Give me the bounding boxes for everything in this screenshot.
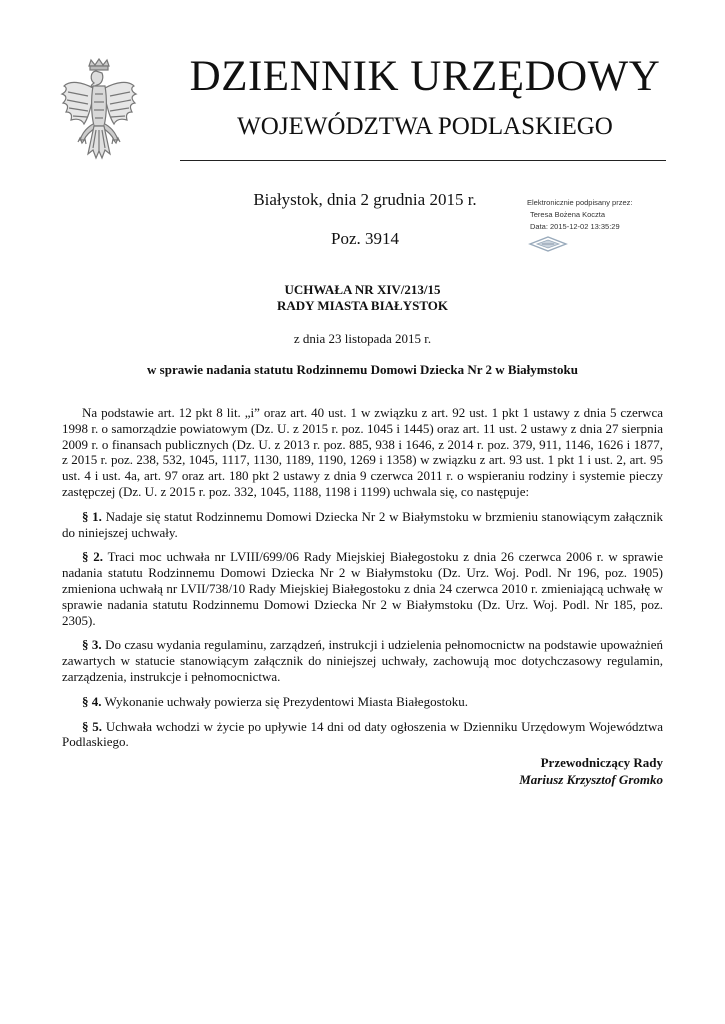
header-divider <box>180 160 666 161</box>
electronic-signature-stamp <box>527 197 677 233</box>
resolution-body: RADY MIASTA BIAŁYSTOK <box>277 298 448 313</box>
preamble-paragraph: Na podstawie art. 12 pkt 8 lit. „i” oraz art. 40 ust. 1 w związku z art. 92 ust. 1 pkt 1 ustawy z dnia 5 czerwca 1998 r. o samorządzie powiatowym (Dz. U. z 2015 r. poz. 1045 i 1445) oraz art. 11 ust. 2 ustawy z dnia 27 sierpnia 2009 r. o finansach publicznych (Dz. U. z 2013 r. poz. 885, 938 i 1646, z 2014 r. poz. 379, 911, 1146, 1626 i 1877, z 2015 r. poz. 238, 532, 1045, 1117, 1130, 1189, 1190, 1269 i 1358) w związku z art. 93 ust. 1 pkt 1 i ust. 2, art. 95 ust. 4 i ust. 4a, art. 97 oraz art. 180 pkt 2 ustawy z dnia 9 czerwca 2011 r. o wspieraniu rodziny i systemie pieczy zastępczej (Dz. U. z 2015 r. poz. 332, 1045, 1188, 1198 i 1199) uchwala się, co następuje: <box>62 405 663 499</box>
resolution-number: UCHWAŁA NR XIV/213/15 <box>284 282 441 297</box>
signatory-name: Mariusz Krzysztof Gromko <box>519 772 663 787</box>
journal-subtitle: WOJEWÓDZTWA PODLASKIEGO <box>237 113 613 140</box>
signatory-role: Przewodniczący Rady <box>540 755 663 770</box>
section-paragraph <box>62 549 663 628</box>
section-text: Uchwała wchodzi w życie po upływie 14 dni od daty ogłoszenia w Dzienniku Urzędowym Województwa Podlaskiego. <box>62 718 664 750</box>
section-mark: § 5. <box>82 718 103 734</box>
journal-title: DZIENNIK URZĘDOWY <box>189 53 661 100</box>
section-paragraph <box>62 719 663 751</box>
esig-signer: Teresa Bożena Koczta <box>530 210 606 219</box>
section-paragraph <box>62 509 663 541</box>
section-mark: § 2. <box>82 549 104 565</box>
section-text: Wykonanie uchwały powierza się Prezydentowi Miasta Białegostoku. <box>104 693 468 709</box>
resolution-text <box>62 405 663 759</box>
eagle-emblem-icon <box>60 58 138 166</box>
resolution-subject: w sprawie nadania statutu Rodzinnemu Domowi Dziecka Nr 2 w Białymstoku <box>147 362 578 377</box>
section-paragraph <box>62 637 663 684</box>
section-mark: § 1. <box>82 508 102 524</box>
position-number: Poz. 3914 <box>331 229 399 248</box>
resolution-date: z dnia 23 listopada 2015 r. <box>293 331 432 346</box>
section-paragraph <box>62 694 663 710</box>
esig-label: Elektronicznie podpisany przez: <box>527 198 633 207</box>
section-text: Do czasu wydania regulaminu, zarządzeń, instrukcji i udzielenia pełnomocnictw na podstawie upoważnień zawartych w statucie stanowiącym załącznik do niniejszej uchwały, zachowują moc dotychczasowy regulamin, zarządzenia, instrukcje i pełnomocnictwa. <box>62 637 663 684</box>
esig-date: Data: 2015-12-02 13:35:29 <box>530 222 620 231</box>
section-text: Nadaje się statut Rodzinnemu Domowi Dziecka Nr 2 w Białymstoku w brzmieniu stanowiącym załącznik do niniejszej uchwały. <box>62 508 664 540</box>
section-text: Traci moc uchwała nr LVIII/699/06 Rady Miejskiej Białegostoku z dnia 26 czerwca 2006 r. w sprawie nadania statutu Rodzinnemu Domowi Dziecka Nr 2 w Białymstoku (Dz. Urz. Woj. Podl. Nr 196, poz. 1905) zmieniona uchwałą nr LVII/738/10 Rady Miejskiej Białegostoku z dnia 24 czerwca 2010 r. zmieniającą uchwałę w sprawie nadania statutu Rodzinnemu Domowi Dziecka Nr 2 w Białymstoku (Dz. Urz. Woj. Podl. Nr 185, poz. 2305). <box>62 549 664 628</box>
section-mark: § 4. <box>82 693 102 709</box>
signature-seal-icon <box>528 236 568 252</box>
publication-date: Białystok, dnia 2 grudnia 2015 r. <box>253 190 477 209</box>
section-mark: § 3. <box>82 637 102 653</box>
